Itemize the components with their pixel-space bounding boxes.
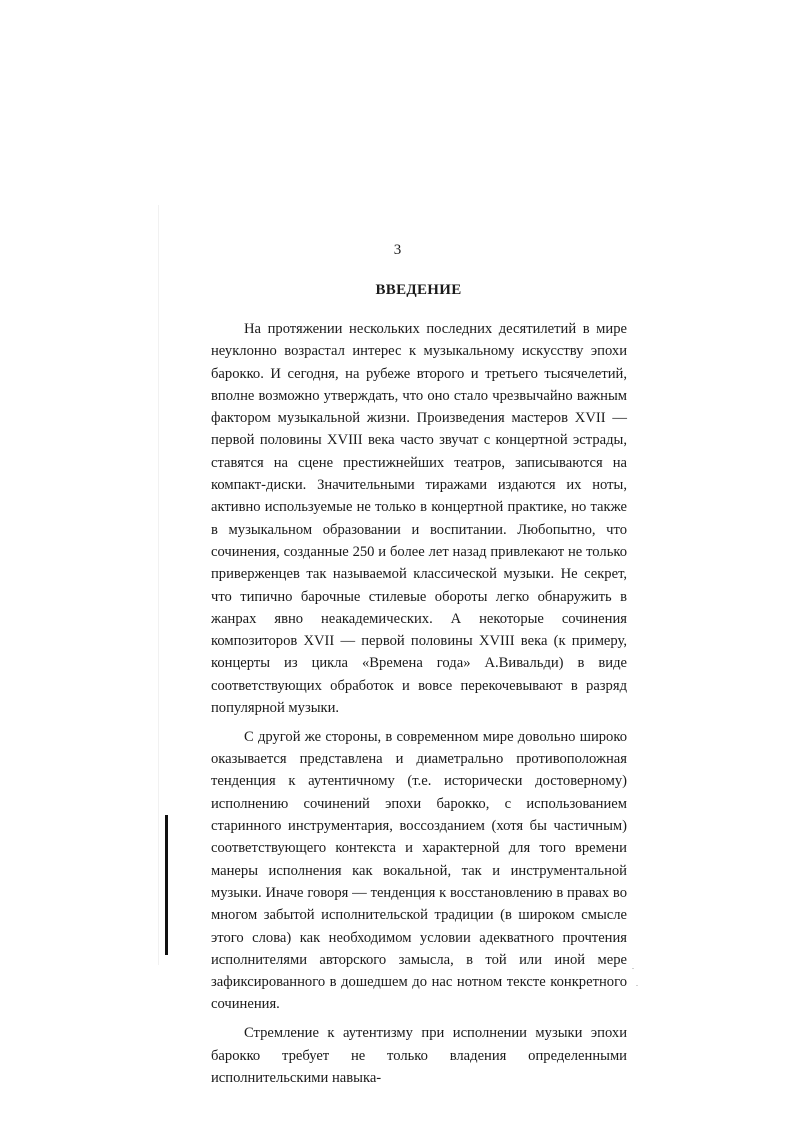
paragraph: Стремление к аутентизму при исполнении музыки эпохи барокко требует не только владения определенными исполнительскими навыка- xyxy=(211,1025,627,1086)
body-text xyxy=(211,318,627,1089)
scan-binding-edge xyxy=(165,815,168,955)
paragraph: На протяжении нескольких последних десятилетий в мире неуклонно возрастал интерес к музыкальному искусству эпохи барокко. И сегодня, на рубеже второго и третьего тысячелетий, вполне возможно утверждать, что оно стало чрезвычайно важным фактором музыкальной жизни. Произведения мастеров XVII — первой половины XVIII века часто звучат с концертной эстрады, ставятся на сцене престижнейших театров, записываются на компакт-диски. Значительными тиражами издаются их ноты, активно используемые не только в концертной практике, но также в музыкальном образовании и воспитании. Любопытно, что сочинения, созданные 250 и более лет назад привлекают не только приверженцев так называемой классической музыки. Не секрет, что типично барочные стилевые обороты легко обнаружить в жанрах явно неакадемических. А некоторые сочинения композиторов XVII — первой половины XVIII века (к примеру, концерты из цикла «Времена года» А.Вивальди) в виде соответствующих обработок и вовсе перекочевывают в разряд популярной музыки. xyxy=(211,321,627,717)
paragraph: С другой же стороны, в современном мире довольно широко оказывается представлена и диаметрально противоположная тенденция к аутентичному (т.е. исторически достоверному) исполнению сочинений эпохи барокко, с использованием старинного инструментария, воссозданием (хотя бы частичным) соответствующего контекста и характерной для того времени манеры исполнения как вокальной, так и инструментальной музыки. Иначе говоря — тенденция к восстановлению в правах во многом забытой исполнительской традиции (в широком смысле этого слова) как необходимом условии адекватного прочтения исполнителями авторского замысла, в той или иной мере зафиксированного в дошедшем до нас нотном тексте конкретного сочинения. xyxy=(211,728,627,1013)
section-heading: ВВЕДЕНИЕ xyxy=(375,282,462,298)
page-number: 3 xyxy=(393,242,402,258)
scan-speck xyxy=(632,968,634,969)
scan-edge-shadow xyxy=(158,205,159,965)
scan-speck xyxy=(636,985,638,986)
